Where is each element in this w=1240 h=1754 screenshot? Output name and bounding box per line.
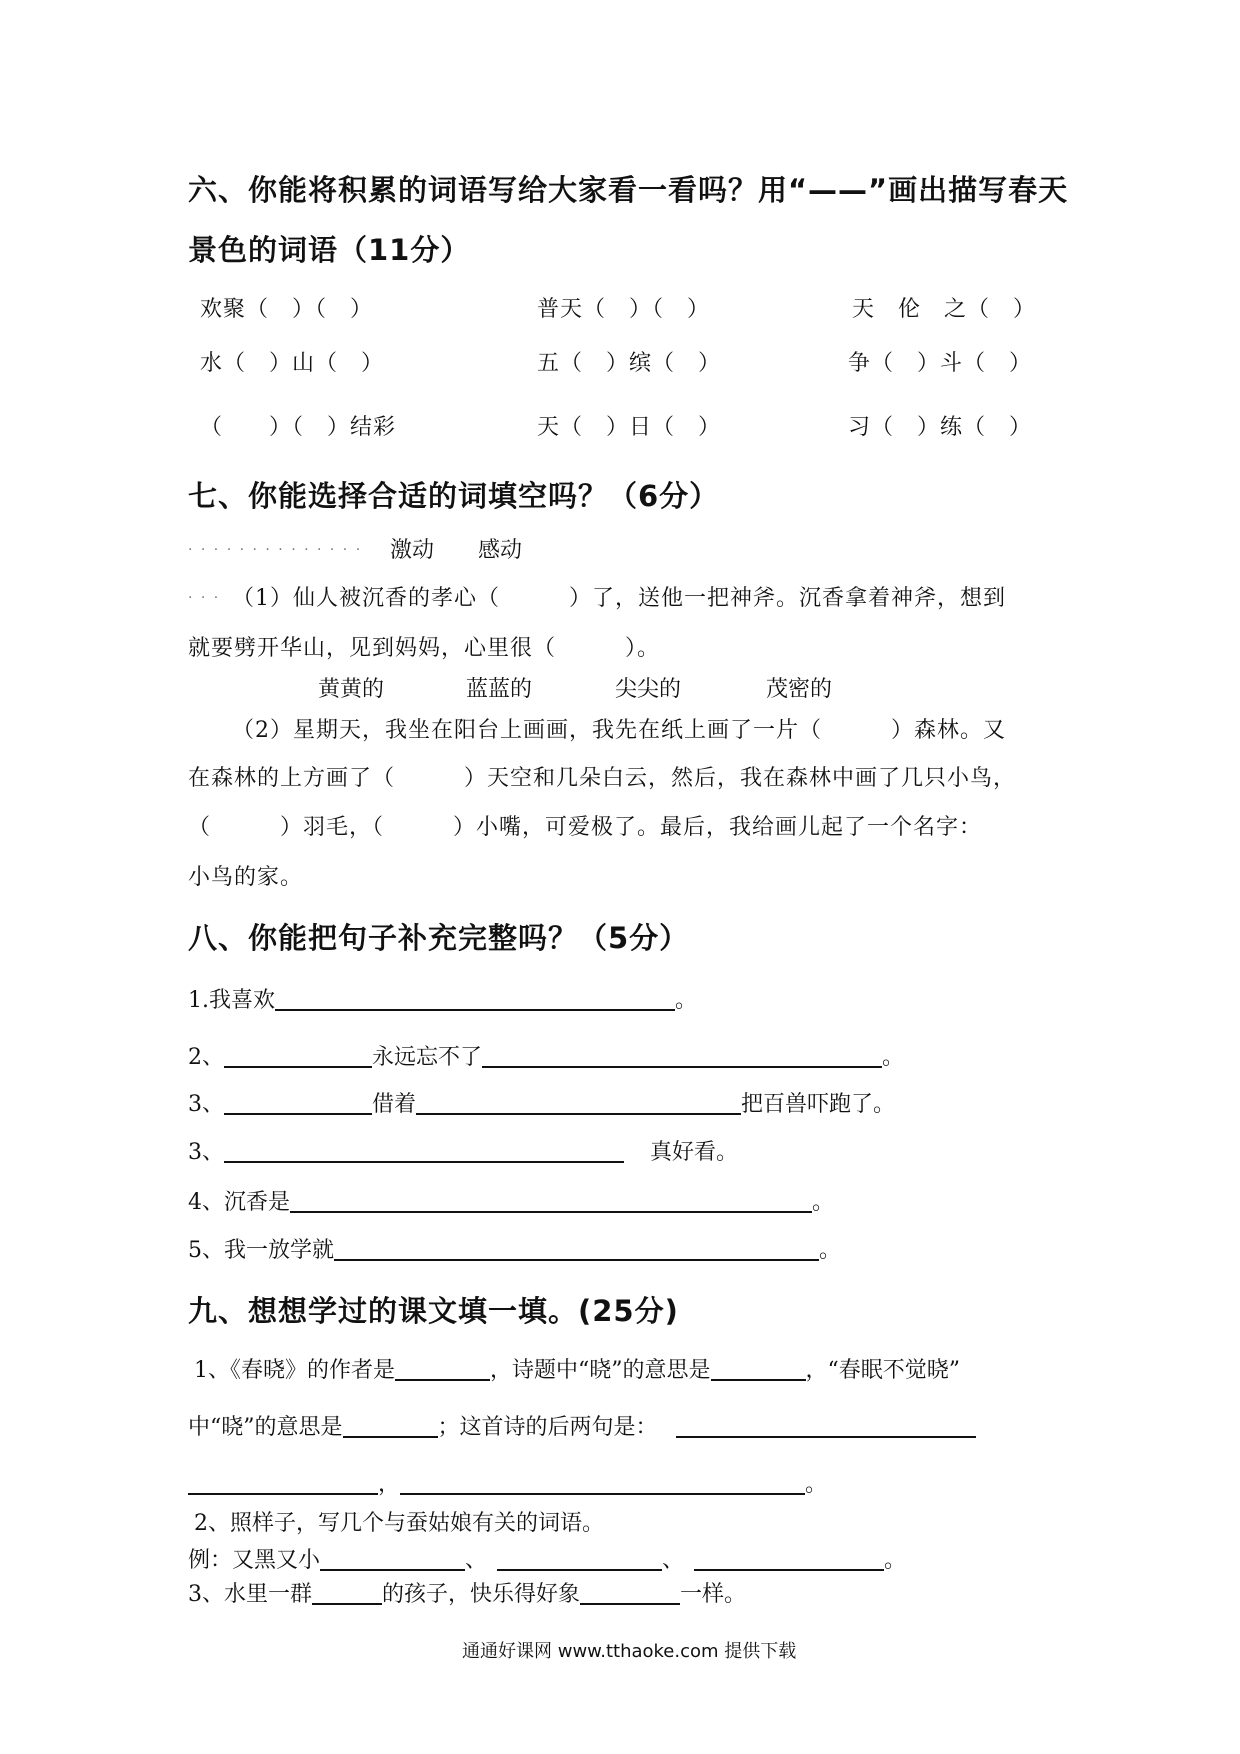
- word-blank-2-1: 水（ ）山（ ）: [200, 351, 385, 376]
- q8-line-5: [188, 1185, 834, 1216]
- q8-2-number: 2、: [188, 1045, 224, 1070]
- word-blank-1-2: 普天（ ）（ ）: [537, 297, 711, 322]
- choice-word: 蓝蓝的: [466, 677, 533, 702]
- section-8-heading: 八、你能把句子补充完整吗？（5分）: [188, 921, 690, 955]
- q8-line-1: [188, 983, 697, 1014]
- q8-1-suffix: 。: [675, 988, 698, 1013]
- answer-line[interactable]: [482, 1043, 882, 1068]
- choice-word: 尖尖的: [615, 677, 682, 702]
- q7-1-line1: （1）仙人被沉香的孝心（ ）了，送他一把神斧。沉香拿着神斧，想到: [232, 586, 1006, 611]
- q7-2-line4: 小鸟的家。: [188, 865, 304, 890]
- q9-1-comma: ，: [378, 1472, 401, 1497]
- footer-source: 通通好课网 www.tthaoke.com 提供下载: [462, 1641, 797, 1662]
- answer-line[interactable]: [290, 1188, 812, 1213]
- q9-1-text-c: ，“春眠不觉晓”: [805, 1358, 960, 1383]
- answer-line[interactable]: [334, 1236, 819, 1261]
- scan-dots: · · · · · · · · · · · · · ·: [188, 542, 363, 558]
- q9-1-text-d: 中“晓”的意思是: [188, 1415, 343, 1440]
- q9-1-text-e: ；这首诗的后两句是：: [437, 1415, 658, 1440]
- choice-word: 感动: [478, 538, 523, 563]
- q8-5-suffix: 。: [812, 1190, 835, 1215]
- q9-1-line2: [188, 1410, 976, 1441]
- q9-1-period: 。: [805, 1472, 828, 1497]
- q8-line-3: [188, 1087, 895, 1118]
- q8-4-number: 3、: [188, 1140, 224, 1165]
- separator: 、: [465, 1548, 488, 1573]
- q7-2-line3: （ ）羽毛，（ ）小嘴，可爱极了。最后，我给画儿起了一个名字：: [188, 815, 983, 840]
- q7-2-line1: （2）星期天，我坐在阳台上画画，我先在纸上画了一片（ ）森林。又: [232, 718, 1006, 743]
- q9-1-line3: [188, 1467, 827, 1498]
- section-9-heading: 九、想想学过的课文填一填。(25分): [188, 1294, 679, 1328]
- q7-1-line2: 就要劈开华山，见到妈妈，心里很（ ）。: [188, 636, 661, 661]
- separator: 、: [662, 1548, 685, 1573]
- q8-1-prefix: 1.我喜欢: [188, 988, 275, 1013]
- answer-line[interactable]: [711, 1356, 806, 1381]
- q9-1-text-a: 1、《春晓》的作者是: [194, 1358, 395, 1383]
- choice-word: 激动: [390, 538, 435, 563]
- answer-line[interactable]: [400, 1470, 805, 1495]
- q8-2-suffix: 。: [882, 1045, 905, 1070]
- word-blank-1-3: 天 伦 之（ ）: [852, 297, 1037, 322]
- q9-1-text-b: ，诗题中“晓”的意思是: [490, 1358, 711, 1383]
- q7-2-line2: 在森林的上方画了（ ）天空和几朵白云，然后，我在森林中画了几只小鸟，: [188, 766, 1017, 791]
- word-blank-2-3: 争（ ）斗（ ）: [848, 351, 1033, 376]
- q8-5-prefix: 4、沉香是: [188, 1190, 290, 1215]
- answer-line[interactable]: [275, 986, 675, 1011]
- q8-line-2: [188, 1040, 904, 1071]
- answer-line[interactable]: [676, 1413, 976, 1438]
- answer-line[interactable]: [224, 1043, 372, 1068]
- q9-1-line1: [194, 1353, 960, 1384]
- word-blank-2-2: 五（ ）缤（ ）: [537, 351, 722, 376]
- q9-3-text-a: 3、水里一群: [188, 1582, 312, 1607]
- section-7-heading: 七、你能选择合适的词填空吗？（6分）: [188, 479, 720, 513]
- choice-word: 黄黄的: [318, 677, 385, 702]
- word-blank-3-2: 天（ ）日（ ）: [537, 415, 722, 440]
- q9-2-text: 2、照样子，写几个与蚕姑娘有关的词语。: [194, 1511, 604, 1536]
- choice-word: 茂密的: [766, 677, 833, 702]
- q8-6-prefix: 5、我一放学就: [188, 1238, 334, 1263]
- q9-3-text-c: 一样。: [680, 1582, 747, 1607]
- answer-line[interactable]: [416, 1090, 741, 1115]
- q9-2-example-word: 例：又黑又小: [188, 1548, 321, 1573]
- q8-3-number: 3、: [188, 1092, 224, 1117]
- q8-3-text: 借着: [372, 1092, 417, 1117]
- q8-4-suffix: 真好看。: [650, 1140, 739, 1165]
- word-blank-1-1: 欢聚（ ）（ ）: [200, 297, 374, 322]
- answer-line[interactable]: [224, 1138, 624, 1163]
- q9-3-line: [188, 1577, 746, 1608]
- section-6-heading-line1: 六、你能将积累的词语写给大家看一看吗？用“——”画出描写春天: [188, 173, 1069, 207]
- q9-2-example: [188, 1543, 906, 1574]
- period: 。: [884, 1548, 907, 1573]
- answer-line[interactable]: [694, 1546, 884, 1571]
- q8-line-4: [188, 1135, 738, 1166]
- answer-line[interactable]: [188, 1470, 378, 1495]
- section-6-heading-line2: 景色的词语（11分）: [188, 233, 471, 267]
- answer-line[interactable]: [580, 1580, 680, 1605]
- word-blank-3-1: （ ）（ ）结彩: [200, 415, 397, 440]
- answer-line[interactable]: [224, 1090, 372, 1115]
- q9-3-text-b: 的孩子，快乐得好象: [382, 1582, 581, 1607]
- q8-6-suffix: 。: [819, 1238, 842, 1263]
- scan-dots: · · ·: [188, 590, 221, 606]
- answer-line[interactable]: [312, 1580, 382, 1605]
- answer-line[interactable]: [497, 1546, 662, 1571]
- answer-line[interactable]: [320, 1546, 465, 1571]
- q8-2-text: 永远忘不了: [372, 1045, 483, 1070]
- answer-line[interactable]: [343, 1413, 438, 1438]
- word-blank-3-3: 习（ ）练（ ）: [848, 415, 1033, 440]
- q8-3-suffix: 把百兽吓跑了。: [741, 1092, 896, 1117]
- q8-line-6: [188, 1233, 841, 1264]
- answer-line[interactable]: [395, 1356, 490, 1381]
